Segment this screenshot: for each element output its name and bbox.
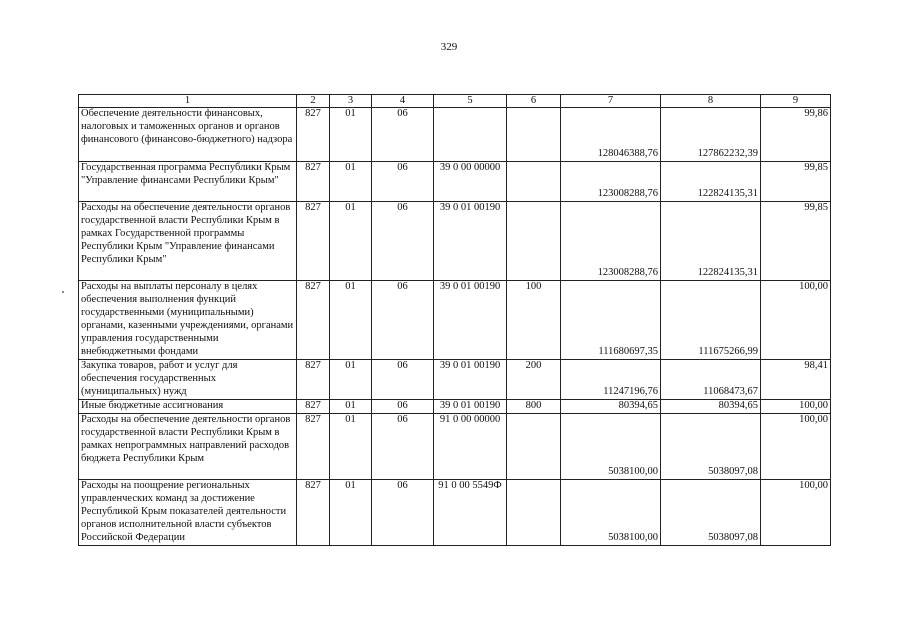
ministry-code: 827	[297, 281, 330, 360]
expense-name: Государственная программа Республики Крым "Управление финансами Республики Крым"	[79, 162, 297, 202]
executed-amount: 111675266,99	[661, 281, 761, 360]
planned-amount: 123008288,76	[561, 202, 661, 281]
column-header: 4	[372, 95, 434, 108]
table-row	[79, 281, 831, 360]
planned-amount: 111680697,35	[561, 281, 661, 360]
target-article: 91 0 00 00000	[434, 413, 507, 479]
section-code: 01	[330, 108, 372, 162]
expense-name: Расходы на поощрение региональных управленческих команд за достижение Республикой Крым показателей деятельности органов исполнительной власти субъектов Российской Федерации	[79, 479, 297, 545]
section-code: 01	[330, 202, 372, 281]
target-article: 39 0 01 00190	[434, 281, 507, 360]
column-header: 5	[434, 95, 507, 108]
section-code: 01	[330, 413, 372, 479]
executed-amount: 5038097,08	[661, 413, 761, 479]
expense-name: Закупка товаров, работ и услуг для обеспечения государственных (муниципальных) нужд	[79, 360, 297, 400]
ministry-code: 827	[297, 162, 330, 202]
expense-name: Иные бюджетные ассигнования	[79, 400, 297, 414]
ministry-code: 827	[297, 400, 330, 414]
budget-table	[78, 94, 831, 546]
column-header: 9	[761, 95, 831, 108]
subsection-code: 06	[372, 479, 434, 545]
section-code: 01	[330, 162, 372, 202]
section-code: 01	[330, 400, 372, 414]
executed-amount: 122824135,31	[661, 202, 761, 281]
executed-amount: 80394,65	[661, 400, 761, 414]
ministry-code: 827	[297, 108, 330, 162]
subsection-code: 06	[372, 108, 434, 162]
column-header: 2	[297, 95, 330, 108]
expense-name: Расходы на обеспечение деятельности органов государственной власти Республики Крым в рамках Государственной программы Республики Крым "Управление финансами Республики Крым"	[79, 202, 297, 281]
target-article: 91 0 00 5549Ф	[434, 479, 507, 545]
executed-amount: 122824135,31	[661, 162, 761, 202]
column-header: 7	[561, 95, 661, 108]
column-header: 3	[330, 95, 372, 108]
table-row	[79, 162, 831, 202]
column-header: 6	[507, 95, 561, 108]
expense-type	[507, 202, 561, 281]
ministry-code: 827	[297, 479, 330, 545]
target-article: 39 0 01 00190	[434, 360, 507, 400]
executed-amount: 11068473,67	[661, 360, 761, 400]
planned-amount: 5038100,00	[561, 479, 661, 545]
target-article: 39 0 01 00190	[434, 202, 507, 281]
execution-percent: 99,85	[761, 202, 831, 281]
subsection-code: 06	[372, 202, 434, 281]
execution-percent: 100,00	[761, 400, 831, 414]
subsection-code: 06	[372, 360, 434, 400]
table-row	[79, 108, 831, 162]
expense-name: Расходы на обеспечение деятельности органов государственной власти Республики Крым в рамках непрограммных направлений расходов бюджета Республики Крым	[79, 413, 297, 479]
table-row	[79, 202, 831, 281]
page-number: 329	[440, 41, 458, 53]
ministry-code: 827	[297, 360, 330, 400]
execution-percent: 100,00	[761, 281, 831, 360]
ministry-code: 827	[297, 202, 330, 281]
target-article: 39 0 00 00000	[434, 162, 507, 202]
planned-amount: 128046388,76	[561, 108, 661, 162]
subsection-code: 06	[372, 400, 434, 414]
expense-type	[507, 108, 561, 162]
column-header: 8	[661, 95, 761, 108]
ministry-code: 827	[297, 413, 330, 479]
column-header: 1	[79, 95, 297, 108]
subsection-code: 06	[372, 281, 434, 360]
section-code: 01	[330, 360, 372, 400]
expense-name: Расходы на выплаты персоналу в целях обеспечения выполнения функций государственными (муниципальными) органами, казенными учреждениями, органами управления государственными внебюджетными фондами	[79, 281, 297, 360]
table-row	[79, 413, 831, 479]
executed-amount: 5038097,08	[661, 479, 761, 545]
subsection-code: 06	[372, 162, 434, 202]
executed-amount: 127862232,39	[661, 108, 761, 162]
table-row	[79, 400, 831, 414]
section-code: 01	[330, 281, 372, 360]
expense-type: 800	[507, 400, 561, 414]
planned-amount: 80394,65	[561, 400, 661, 414]
table-row	[79, 360, 831, 400]
planned-amount: 123008288,76	[561, 162, 661, 202]
expense-type: 100	[507, 281, 561, 360]
section-code: 01	[330, 479, 372, 545]
target-article: 39 0 01 00190	[434, 400, 507, 414]
execution-percent: 98,41	[761, 360, 831, 400]
table-header-row	[79, 95, 831, 108]
execution-percent: 100,00	[761, 413, 831, 479]
scan-speck	[62, 291, 64, 293]
planned-amount: 5038100,00	[561, 413, 661, 479]
table-row	[79, 479, 831, 545]
expense-type: 200	[507, 360, 561, 400]
planned-amount: 11247196,76	[561, 360, 661, 400]
target-article	[434, 108, 507, 162]
subsection-code: 06	[372, 413, 434, 479]
expense-type	[507, 479, 561, 545]
execution-percent: 100,00	[761, 479, 831, 545]
expense-type	[507, 413, 561, 479]
execution-percent: 99,85	[761, 162, 831, 202]
expense-type	[507, 162, 561, 202]
expense-name: Обеспечение деятельности финансовых, налоговых и таможенных органов и органов финансового (финансово-бюджетного) надзора	[79, 108, 297, 162]
execution-percent: 99,86	[761, 108, 831, 162]
